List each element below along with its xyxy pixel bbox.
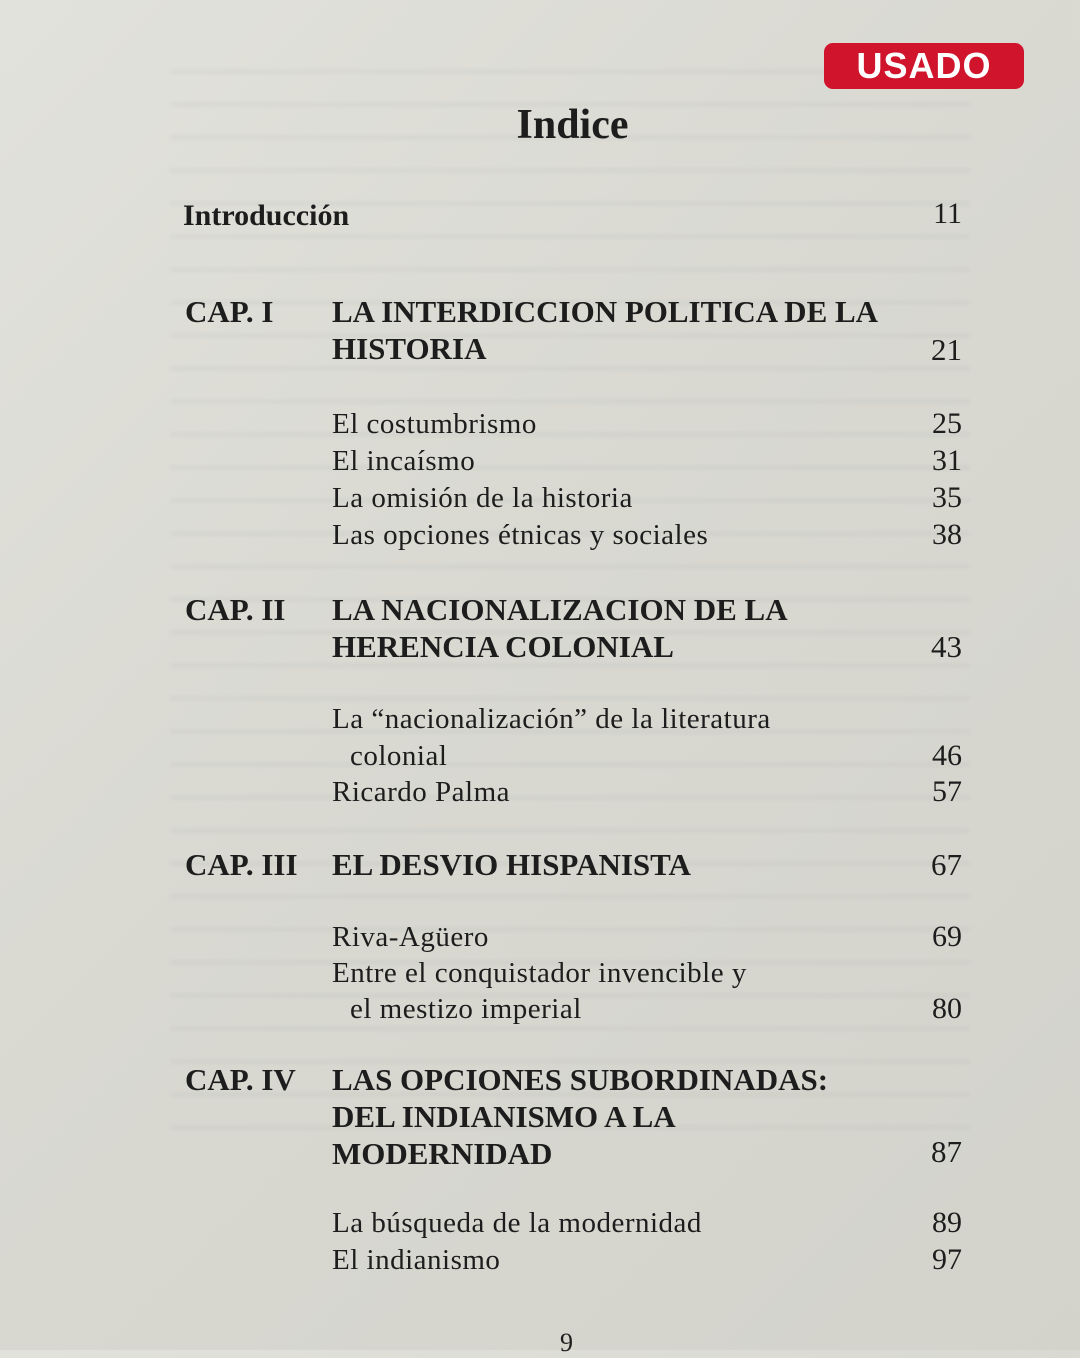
toc-entry-page: 97: [932, 1243, 962, 1276]
toc-entry-page: 35: [932, 481, 962, 514]
toc-entry-page: 89: [932, 1206, 962, 1239]
page-folio-number: 9: [560, 1328, 573, 1357]
page-title: Indice: [516, 102, 629, 148]
toc-entry-continuation: el mestizo imperial: [350, 993, 582, 1025]
toc-entry: Entre el conquistador invencible y: [332, 957, 747, 989]
toc-entry-continuation: colonial: [350, 740, 448, 772]
toc-entry: Las opciones étnicas y sociales: [332, 519, 709, 551]
chapter-page-number: 87: [931, 1134, 962, 1169]
chapter-title: LAS OPCIONES SUBORDINADAS: DEL INDIANISMO A LA MODERNIDAD: [332, 1062, 829, 1171]
chapter-label: CAP. III: [185, 847, 298, 882]
chapter-page-number: 43: [931, 629, 962, 664]
toc-entry-page: 46: [932, 739, 962, 772]
toc-entry-page: 80: [932, 992, 962, 1025]
toc-entry-page: 31: [932, 444, 962, 477]
toc-entry-page: 38: [932, 518, 962, 551]
chapter-label: CAP. IV: [185, 1062, 296, 1097]
toc-entry-page: 25: [932, 407, 962, 440]
used-badge: USADO: [824, 43, 1024, 89]
toc-entry: La “nacionalización” de la literatura: [332, 703, 771, 735]
toc-entry-page: 57: [932, 775, 962, 808]
toc-entry: El costumbrismo: [332, 408, 537, 440]
toc-entry: El incaísmo: [332, 445, 476, 477]
toc-entry: El indianismo: [332, 1244, 501, 1276]
toc-entry-page: 69: [932, 920, 962, 953]
toc-entry: Ricardo Palma: [332, 776, 511, 808]
toc-entry: La omisión de la historia: [332, 482, 633, 514]
intro-label: Introducción: [183, 199, 350, 232]
toc-entry: Riva-Agüero: [332, 921, 489, 953]
chapter-page-number: 67: [931, 847, 962, 882]
chapter-page-number: 21: [931, 332, 962, 367]
chapter-title: LA INTERDICCION POLITICA DE LA HISTORIA: [332, 294, 877, 366]
chapter-label: CAP. II: [185, 592, 286, 627]
intro-page-number: 11: [933, 197, 962, 230]
toc-entry: La búsqueda de la modernidad: [332, 1207, 702, 1239]
chapter-title: LA NACIONALIZACION DE LA HERENCIA COLONIAL: [332, 592, 786, 664]
chapter-label: CAP. I: [185, 294, 274, 329]
chapter-title: EL DESVIO HISPANISTA: [332, 847, 691, 882]
